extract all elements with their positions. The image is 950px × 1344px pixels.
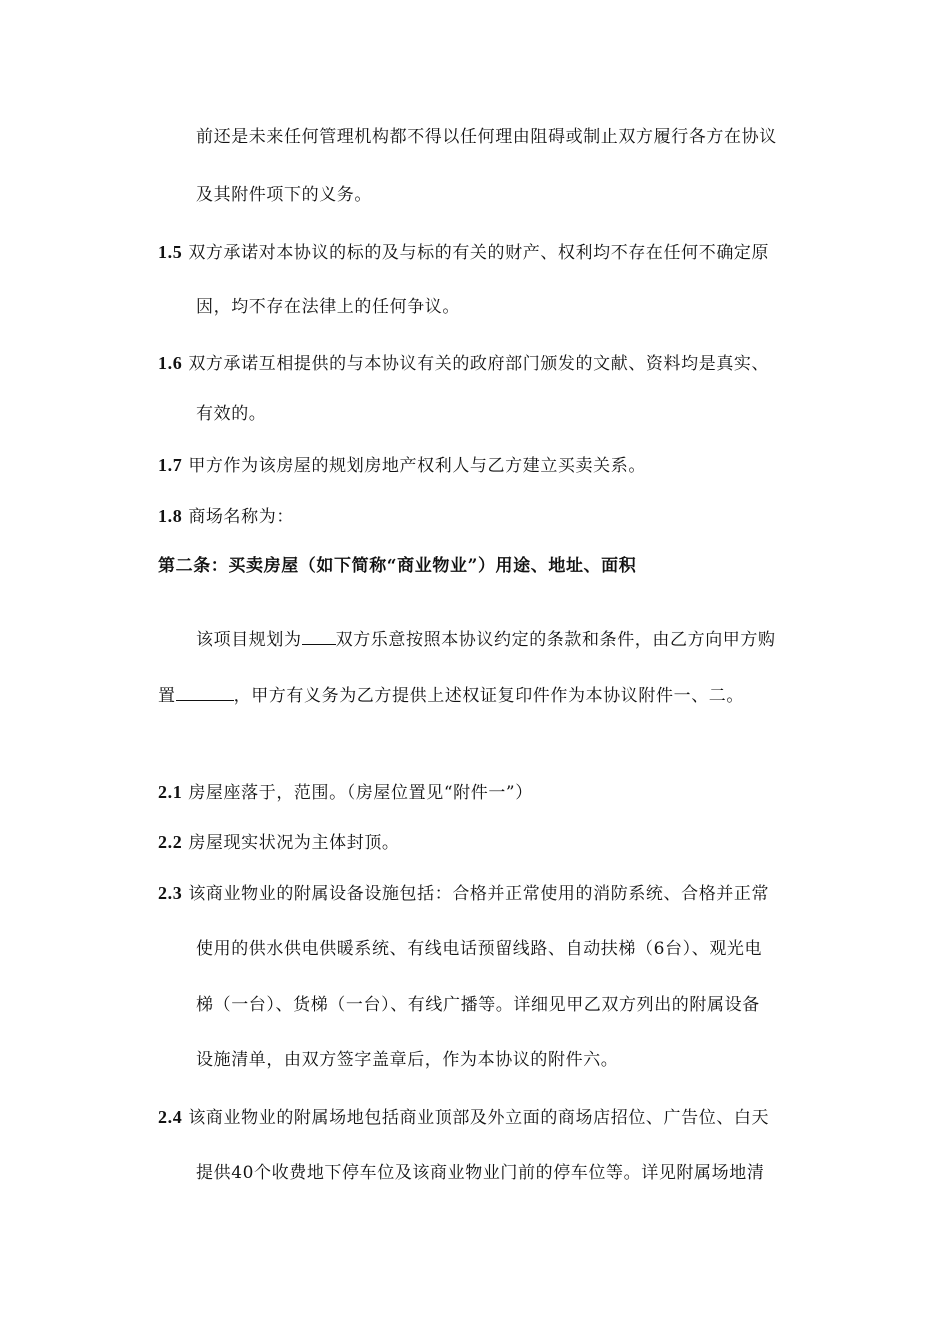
fill-in-blank [176, 684, 234, 701]
clause-2-3 [158, 882, 769, 905]
section-heading: 第二条：买卖房屋（如下简称“商业物业”）用途、地址、面积 [158, 556, 637, 576]
text-line: 使用的供水供电供暖系统、有线电话预留线路、自动扶梯（6台）、观光电 [196, 939, 763, 959]
text-line: 前还是未来任何管理机构都不得以任何理由阻碍或制止双方履行各方在协议 [196, 127, 777, 147]
clause-number: 1.6 [158, 353, 183, 373]
clause-text: 甲方作为该房屋的规划房地产权利人与乙方建立买卖关系。 [188, 456, 646, 476]
paragraph-text: 置 [158, 686, 176, 706]
clause-number: 2.4 [158, 1107, 183, 1127]
clause-text: 双方承诺对本协议的标的及与标的有关的财产、权利均不存在任何不确定原 [188, 243, 770, 263]
paragraph-line [158, 684, 744, 707]
clause-number: 1.7 [158, 455, 183, 475]
clause-number: 1.5 [158, 242, 183, 262]
text-line: 设施清单，由双方签字盖章后，作为本协议的附件六。 [196, 1050, 619, 1070]
clause-number: 2.1 [158, 782, 183, 802]
clause-1-5 [158, 241, 769, 264]
paragraph-line [196, 628, 776, 651]
clause-2-4 [158, 1106, 769, 1129]
clause-2-2 [158, 831, 400, 854]
text-line: 有效的。 [196, 404, 267, 424]
clause-text: 该商业物业的附属场地包括商业顶部及外立面的商场店招位、广告位、白天 [188, 1108, 770, 1128]
text-line: 提供40个收费地下停车位及该商业物业门前的停车位等。详见附属场地清 [196, 1163, 765, 1183]
clause-number: 2.2 [158, 832, 183, 852]
clause-2-1 [158, 781, 533, 804]
clause-number: 1.8 [158, 506, 183, 526]
clause-text: 商场名称为： [188, 507, 294, 527]
paragraph-text: 双方乐意按照本协议约定的条款和条件，由乙方向甲方购 [335, 630, 776, 650]
clause-1-8 [158, 505, 294, 528]
clause-1-6 [158, 352, 769, 375]
fill-in-blank [302, 628, 336, 645]
text-line: 因，均不存在法律上的任何争议。 [196, 297, 460, 317]
clause-text: 该商业物业的附属设备设施包括：合格并正常使用的消防系统、合格并正常 [188, 884, 770, 904]
paragraph-text: ，甲方有义务为乙方提供上述权证复印件作为本协议附件一、二。 [233, 686, 745, 706]
text-line: 梯（一台）、货梯（一台）、有线广播等。详细见甲乙双方列出的附属设备 [196, 995, 760, 1015]
clause-1-7 [158, 454, 646, 477]
clause-text: 房屋座落于，范围。（房屋位置见“附件一”） [188, 783, 533, 803]
clause-number: 2.3 [158, 883, 183, 903]
clause-text: 双方承诺互相提供的与本协议有关的政府部门颁发的文献、资料均是真实、 [188, 354, 770, 374]
clause-text: 房屋现实状况为主体封顶。 [188, 833, 400, 853]
paragraph-text: 该项目规划为 [196, 630, 302, 650]
text-line: 及其附件项下的义务。 [196, 185, 372, 205]
